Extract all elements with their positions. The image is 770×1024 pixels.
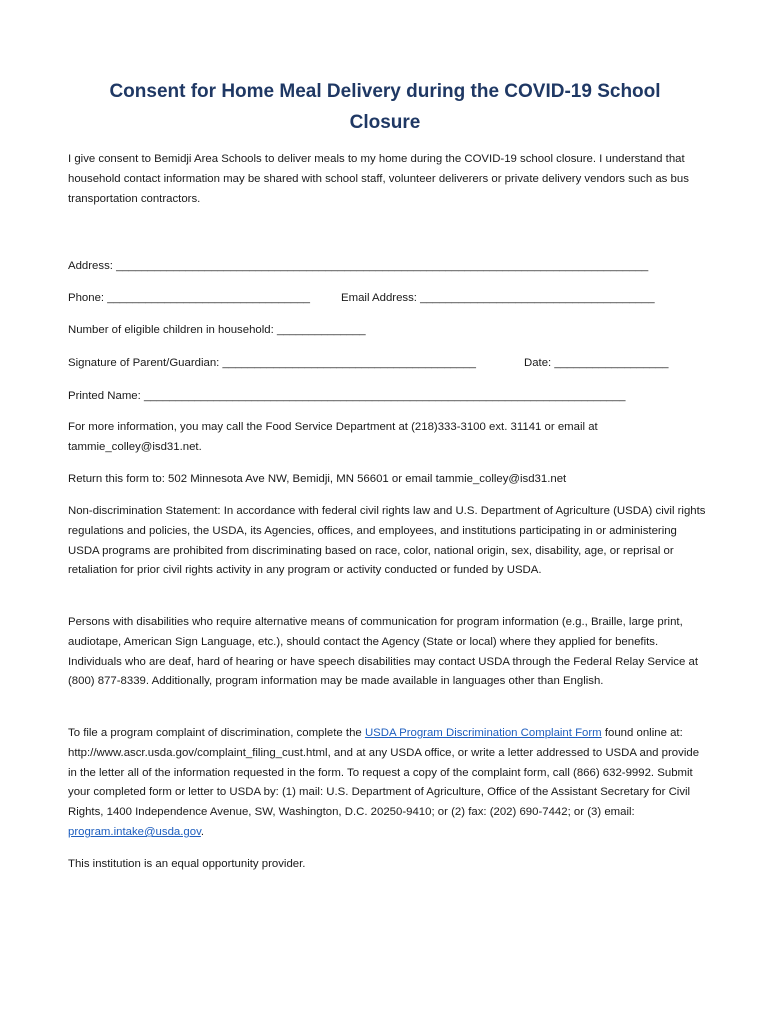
equal-opportunity-statement: This institution is an equal opportunity provider. xyxy=(68,858,306,870)
phone-field[interactable]: Phone: ________________________________ xyxy=(68,292,310,304)
complaint-text-middle: found online at: http://www.ascr.usda.gov/complaint_filing_cust.html, and at any USDA office, or write a letter addressed to USDA and provide in the letter all of the information requested in the form. To request a copy of the complaint form, call (866) 632-9992. Submit your completed form or letter to USDA by: (1) mail: U.S. Department of Agriculture, Office of the Assistant Secretary for Civil Rights, 1400 Independence Avenue, SW, Washington, D.C. 20250-9410; or (2) fax: (202) 690-7442; or (3) email: xyxy=(68,727,700,819)
program-intake-email-link[interactable]: program.intake@usda.gov xyxy=(68,825,201,838)
date-field[interactable]: Date: __________________ xyxy=(524,357,669,369)
title-line-1: Consent for Home Meal Delivery during the COVID-19 School xyxy=(109,81,661,102)
page-title xyxy=(60,76,710,138)
complaint-text-start: To file a program complaint of discrimination, complete the xyxy=(68,727,365,739)
address-field[interactable]: Address: ____________________________________________________________________________________ xyxy=(68,260,649,272)
title-line-2: Closure xyxy=(349,112,421,133)
consent-paragraph: I give consent to Bemidji Area Schools to deliver meals to my home during the COVID-19 school closure. I understand that household contact information may be shared with school staff, volunteer deliverers or private delivery vendors such as bus transportation contractors. xyxy=(68,153,689,205)
nondiscrimination-paragraph: Non-discrimination Statement: In accordance with federal civil rights law and U.S. Department of Agriculture (USDA) civil rights regulations and policies, the USDA, its Agencies, offices, and employees, and institutions participating in or administering USDA programs are prohibited from discriminating based on race, color, national origin, sex, disability, age, or reprisal or retaliation for prior civil rights activity in any program or activity conducted or funded by USDA. xyxy=(68,505,706,577)
children-count-field[interactable]: Number of eligible children in household: ______________ xyxy=(68,324,366,336)
disabilities-paragraph: Persons with disabilities who require alternative means of communication for program information (e.g., Braille, large print, audiotape, American Sign Language, etc.), should contact the Agency (State or local) where they applied for benefits. Individuals who are deaf, hard of hearing or have speech disabilities may contact USDA through the Federal Relay Service at (800) 877-8339. Additionally, program information may be made available in languages other than English. xyxy=(68,616,698,688)
complaint-form-link[interactable]: USDA Program Discrimination Complaint Form xyxy=(364,727,602,739)
complaint-paragraph xyxy=(68,724,708,843)
signature-field[interactable]: Signature of Parent/Guardian: ________________________________________ xyxy=(68,357,476,369)
email-field[interactable]: Email Address: _____________________________________ xyxy=(341,292,655,304)
return-form-paragraph: Return this form to: 502 Minnesota Ave NW, Bemidji, MN 56601 or email tammie_colley@isd31.net xyxy=(68,473,567,485)
printed-name-field[interactable]: Printed Name: ____________________________________________________________________________ xyxy=(68,390,626,402)
more-info-paragraph: For more information, you may call the Food Service Department at (218)333-3100 ext. 31141 or email at tammie_colley@isd31.net. xyxy=(68,421,598,453)
complaint-text-end: . xyxy=(200,825,205,838)
